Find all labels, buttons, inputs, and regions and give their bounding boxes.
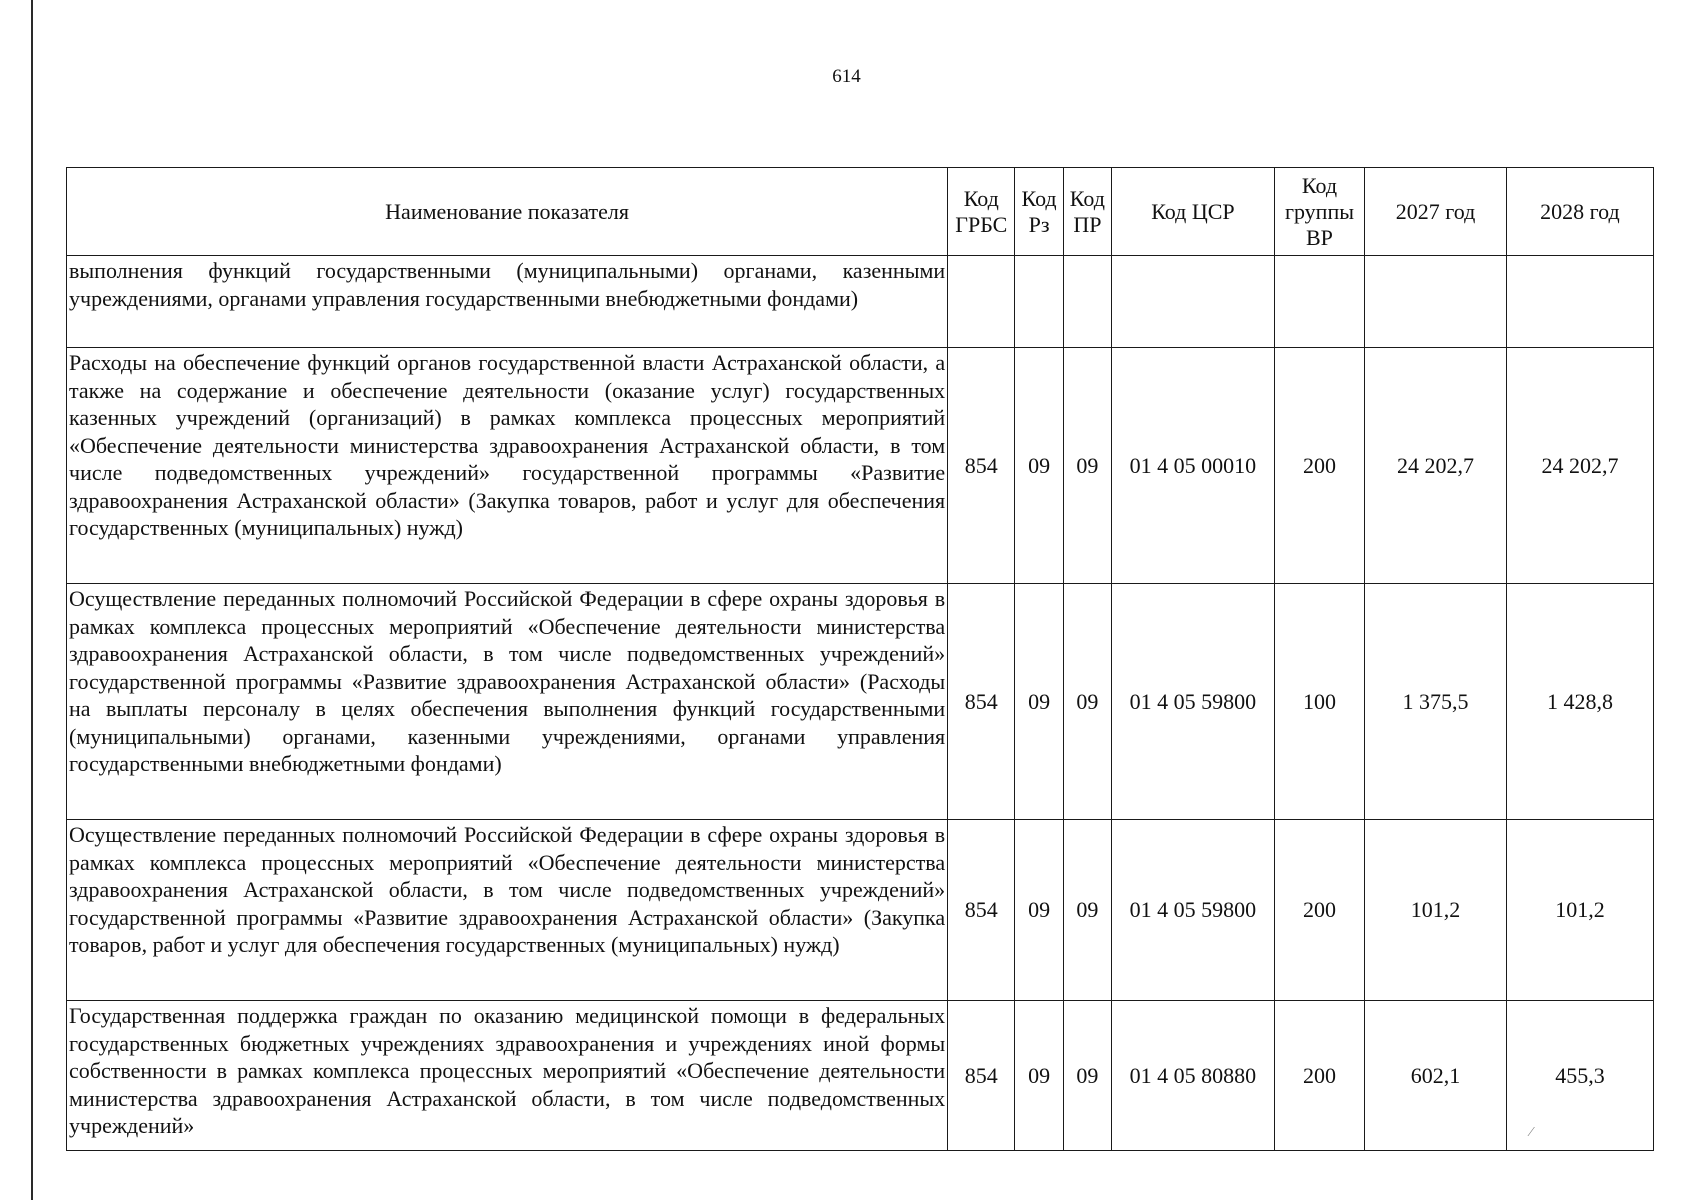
table-row: [67, 584, 1654, 820]
cell-csr: 01 4 05 59800: [1112, 584, 1275, 820]
table-row: [67, 820, 1654, 1001]
cell-grbs: [948, 256, 1015, 348]
table-row: [67, 256, 1654, 348]
cell-name: Расходы на обеспечение функций органов государственной власти Астраханской области, а также на содержание и обеспечение деятельности (оказание услуг) государственных казенных учреждений (организаций) в рамках комплекса процессных мероприятий «Обеспечение деятельности министерства здравоохранения Астраханской области, в том числе подведомственных учреждений» государственной программы «Развитие здравоохранения Астраханской области» (Закупка товаров, работ и услуг для обеспечения государственных (муниципальных) нужд): [67, 348, 948, 584]
header-rz: Код Рз: [1015, 168, 1063, 256]
header-2027: 2027 год: [1365, 168, 1507, 256]
cell-csr: 01 4 05 00010: [1112, 348, 1275, 584]
header-2028: 2028 год: [1506, 168, 1653, 256]
cell-2028: 1 428,8: [1506, 584, 1653, 820]
header-csr: Код ЦСР: [1112, 168, 1275, 256]
cell-rz: [1015, 256, 1063, 348]
cell-2027: 101,2: [1365, 820, 1507, 1001]
page-number: 614: [832, 66, 861, 87]
cell-2028: [1506, 256, 1653, 348]
cell-2027: 1 375,5: [1365, 584, 1507, 820]
cell-rz: 09: [1015, 584, 1063, 820]
cell-vr: 200: [1274, 1001, 1364, 1151]
header-pr: Код ПР: [1063, 168, 1111, 256]
cell-vr: [1274, 256, 1364, 348]
cell-grbs: 854: [948, 584, 1015, 820]
cell-name: выполнения функций государственными (муниципальными) органами, казенными учреждениями, органами управления государственными внебюджетными фондами): [67, 256, 948, 348]
header-grbs: Код ГРБС: [948, 168, 1015, 256]
cell-2028: 24 202,7: [1506, 348, 1653, 584]
cell-csr: [1112, 256, 1275, 348]
cell-grbs: 854: [948, 1001, 1015, 1151]
cell-rz: 09: [1015, 1001, 1063, 1151]
scan-speck: ⁄: [1530, 1125, 1533, 1140]
cell-name: Осуществление переданных полномочий Российской Федерации в сфере охраны здоровья в рамках комплекса процессных мероприятий «Обеспечение деятельности министерства здравоохранения Астраханской области, в том числе подведомственных учреждений» государственной программы «Развитие здравоохранения Астраханской области» (Расходы на выплаты персоналу в целях обеспечения выполнения функций государственными (муниципальными) органами, казенными учреждениями, органами управления государственными внебюджетными фондами): [67, 584, 948, 820]
cell-2028: 455,3: [1506, 1001, 1653, 1151]
budget-table: [66, 167, 1654, 1151]
cell-name: Государственная поддержка граждан по оказанию медицинской помощи в федеральных государственных бюджетных учреждениях здравоохранения и учреждениях иной формы собственности в рамках комплекса процессных мероприятий «Обеспечение деятельности министерства здравоохранения Астраханской области, в том числе подведомственных учреждений»: [67, 1001, 948, 1151]
cell-2027: [1365, 256, 1507, 348]
cell-rz: 09: [1015, 348, 1063, 584]
table-row: [67, 348, 1654, 584]
cell-vr: 200: [1274, 820, 1364, 1001]
header-name: Наименование показателя: [67, 168, 948, 256]
cell-rz: 09: [1015, 820, 1063, 1001]
cell-grbs: 854: [948, 820, 1015, 1001]
cell-pr: 09: [1063, 1001, 1111, 1151]
cell-grbs: 854: [948, 348, 1015, 584]
table-header-row: [67, 168, 1654, 256]
table-row: [67, 1001, 1654, 1151]
cell-csr: 01 4 05 80880: [1112, 1001, 1275, 1151]
binding-margin-line: [31, 0, 33, 1200]
cell-2027: 602,1: [1365, 1001, 1507, 1151]
cell-vr: 100: [1274, 584, 1364, 820]
cell-pr: 09: [1063, 820, 1111, 1001]
header-vr: Код группы ВР: [1274, 168, 1364, 256]
cell-vr: 200: [1274, 348, 1364, 584]
cell-name: Осуществление переданных полномочий Российской Федерации в сфере охраны здоровья в рамках комплекса процессных мероприятий «Обеспечение деятельности министерства здравоохранения Астраханской области, в том числе подведомственных учреждений» государственной программы «Развитие здравоохранения Астраханской области» (Закупка товаров, работ и услуг для обеспечения государственных (муниципальных) нужд): [67, 820, 948, 1001]
cell-csr: 01 4 05 59800: [1112, 820, 1275, 1001]
cell-pr: 09: [1063, 348, 1111, 584]
cell-2027: 24 202,7: [1365, 348, 1507, 584]
cell-pr: [1063, 256, 1111, 348]
cell-2028: 101,2: [1506, 820, 1653, 1001]
cell-pr: 09: [1063, 584, 1111, 820]
